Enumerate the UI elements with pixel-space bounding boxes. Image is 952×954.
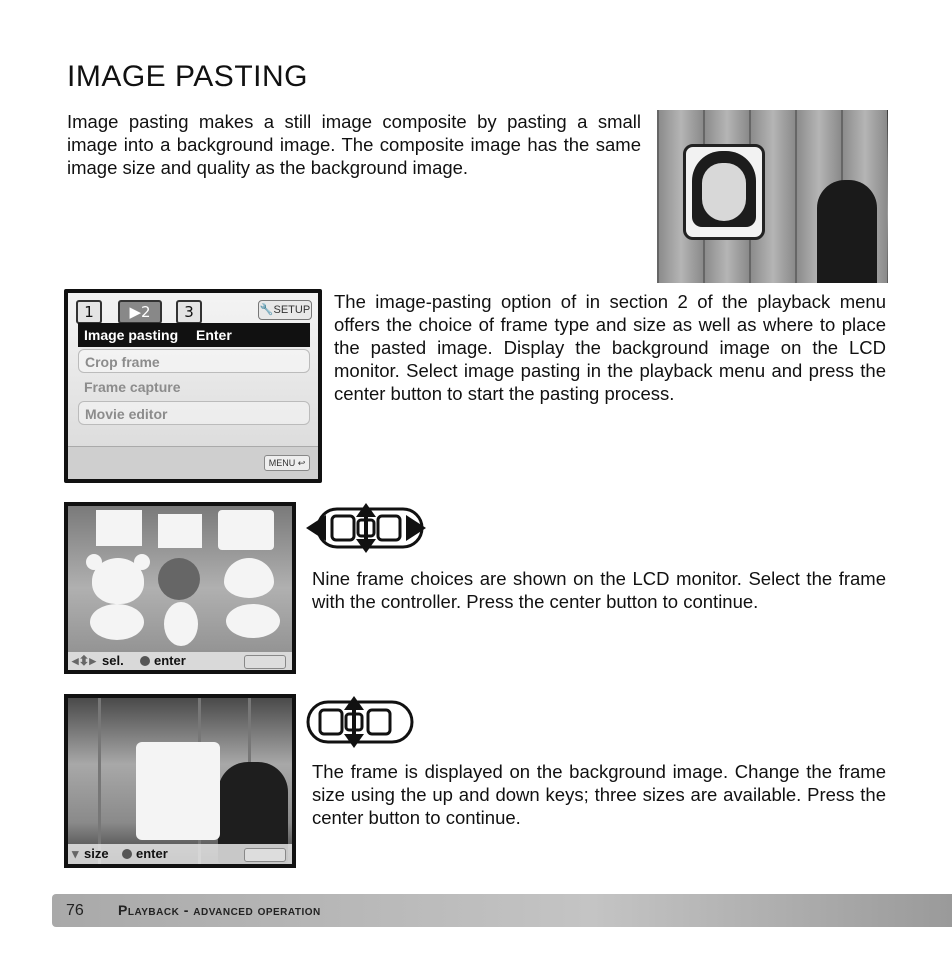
up-down-icon: ▾	[72, 846, 79, 861]
size-label: size	[84, 846, 109, 861]
frame-screen-guide-bar	[68, 652, 292, 670]
menu-tab-2[interactable]: ▶2	[118, 300, 162, 324]
menu-button-label: MENU	[268, 458, 296, 468]
menu-footer-bar	[68, 446, 318, 479]
menu-paragraph: The image-pasting option of in section 2 of the playback menu offers the choice of frame type and size as well as where to place the pasted image. Display the background image on the LCD monitor. Select image pasting in the playback menu and press the center button to start the pasting process.	[334, 291, 886, 404]
frame-option-rect[interactable]	[96, 510, 142, 546]
menu-item-label: Movie editor	[85, 406, 168, 422]
menu-item-image-pasting[interactable]	[78, 323, 310, 347]
frame-option-oval[interactable]	[164, 602, 198, 646]
frame-option-bubble[interactable]	[226, 604, 280, 638]
setup-label: SETUP	[273, 304, 311, 316]
menu-item-value: Enter	[196, 327, 232, 343]
frame-option-rect[interactable]	[218, 510, 274, 550]
menu-item-label: Crop frame	[85, 354, 160, 370]
frame-option-balloon[interactable]	[90, 604, 144, 640]
menu-item-crop-frame[interactable]	[78, 349, 310, 373]
section-title: Playback - advanced operation	[118, 902, 321, 918]
menu-item-label: Frame capture	[84, 379, 181, 395]
menu-button[interactable]: MENU ↩	[264, 455, 310, 471]
enter-label: enter	[154, 653, 186, 668]
frame-option-circle[interactable]	[158, 558, 200, 600]
frames-paragraph: Nine frame choices are shown on the LCD monitor. Select the frame with the controller. Press the center button to continue.	[312, 568, 886, 612]
center-button-icon	[122, 849, 132, 859]
sel-label: sel.	[102, 653, 124, 668]
menu-mini-icon	[244, 655, 286, 669]
menu-tab-3[interactable]: 3	[176, 300, 202, 324]
menu-item-frame-capture[interactable]	[78, 375, 310, 399]
controller-arrows-icon: ◂⬍▸	[72, 653, 96, 668]
frame-choice-screen	[64, 502, 296, 674]
menu-tab-1[interactable]: 1	[76, 300, 102, 324]
menu-tab-setup[interactable]	[258, 300, 312, 320]
frame-option-heart[interactable]	[224, 558, 274, 598]
page-title: IMAGE PASTING	[67, 60, 308, 93]
enter-label: enter	[136, 846, 168, 861]
size-screen-guide-bar	[68, 844, 292, 864]
page-number: 76	[66, 902, 84, 919]
frame-preview	[136, 742, 220, 840]
page-footer	[52, 894, 952, 927]
intro-paragraph: Image pasting makes a still image composite by pasting a small image into a background image. The composite image has the same image size and quality as the background image.	[67, 111, 641, 178]
center-button-icon	[140, 656, 150, 666]
frame-size-screen	[64, 694, 296, 868]
controller-4way-icon	[304, 503, 428, 553]
frame-option-rect[interactable]	[158, 514, 202, 548]
menu-mini-icon	[244, 848, 286, 862]
composite-sample-photo	[657, 110, 888, 283]
menu-item-label: Image pasting	[84, 327, 179, 343]
menu-item-movie-editor[interactable]	[78, 401, 310, 425]
size-paragraph: The frame is displayed on the background image. Change the frame size using the up and down keys; three sizes are available. Press the center button to continue.	[312, 761, 886, 828]
playback-menu-screen	[64, 289, 322, 483]
wrench-icon: 🔧	[259, 304, 274, 316]
controller-updown-icon	[304, 696, 418, 748]
